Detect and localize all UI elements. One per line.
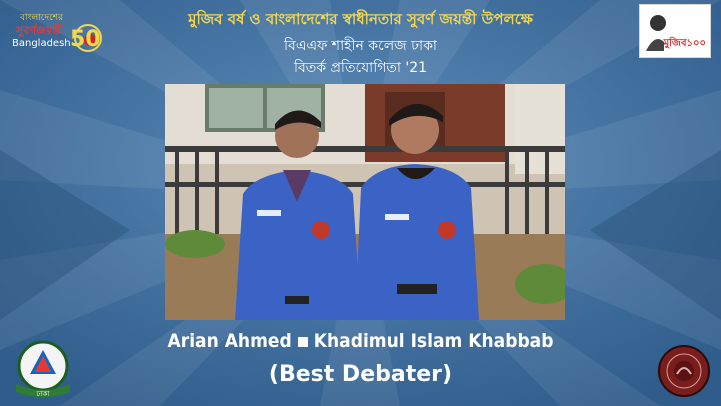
emblem-city-text: ঢাকা bbox=[36, 390, 50, 398]
separator-square bbox=[298, 337, 308, 347]
winner-names bbox=[0, 330, 721, 352]
winners-photo-illustration bbox=[165, 84, 565, 320]
winners-photo bbox=[165, 84, 565, 320]
college-emblem-icon bbox=[10, 338, 76, 402]
debate-club-emblem-icon bbox=[657, 344, 711, 398]
svg-text:50: 50 bbox=[70, 27, 101, 52]
competition-name: বিতর্ক প্রতিযোগিতা '21 bbox=[293, 60, 428, 76]
logo-country: Bangladesh bbox=[12, 38, 71, 49]
event-title: মুজিব বর্ষ ও বাংলাদেশের স্বাধীনতার সুবর্ণ জয়ন্তী উপলক্ষে bbox=[188, 10, 533, 28]
mujib-100-text: মুজিব১০০ bbox=[664, 36, 706, 53]
award-title: (Best Debater) bbox=[268, 362, 453, 387]
winner-first-name: Arian Ahmed bbox=[167, 330, 292, 352]
logo-top-text: বাংলাদেশের bbox=[20, 13, 64, 23]
winner-second-name: Khadimul Islam Khabbab bbox=[313, 330, 554, 352]
college-name: বিএএফ শাহীন কলেজ ঢাকা bbox=[284, 38, 437, 54]
logo-title: সুবর্ণজয়ন্তী bbox=[16, 24, 64, 37]
